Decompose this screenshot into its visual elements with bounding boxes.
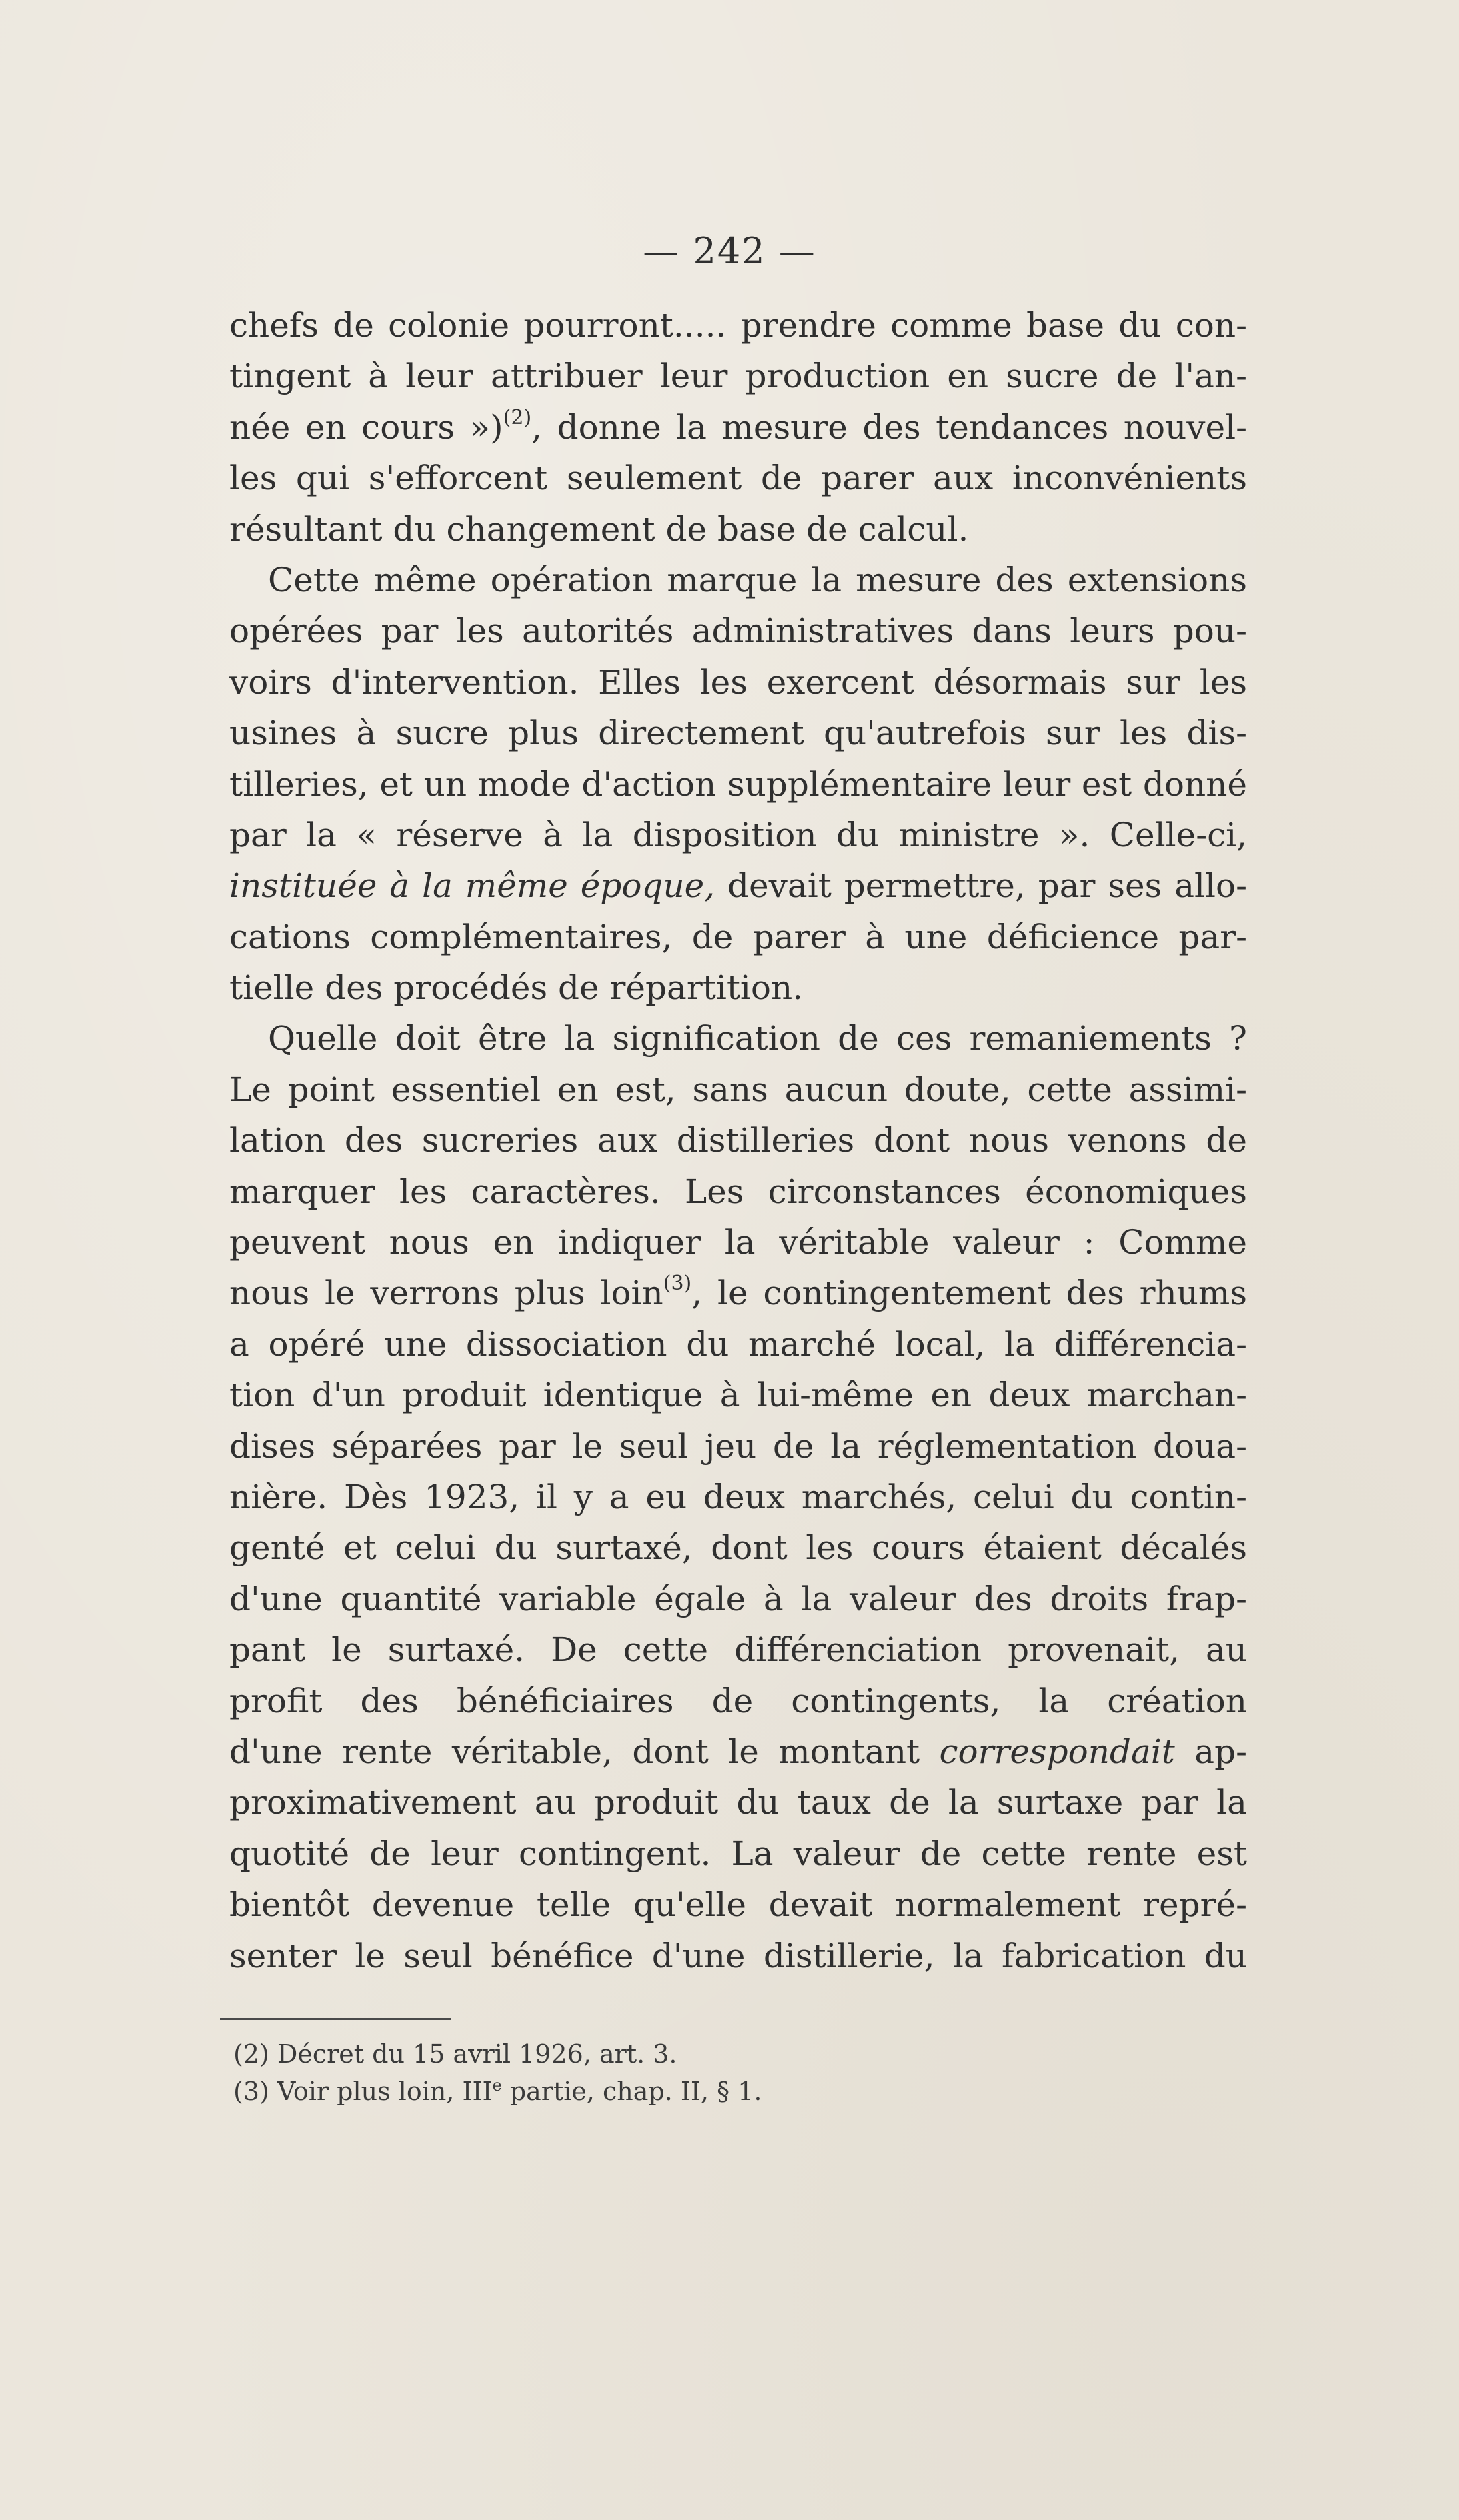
text-line: marquer les caractères. Les circonstances économiques <box>229 1172 1247 1211</box>
text-line: résultant du changement de base de calcul. <box>229 509 969 549</box>
footnote-3 <box>233 2073 1167 2110</box>
text-line: peuvent nous en indiquer la véritable valeur : Comme <box>229 1223 1247 1262</box>
footnote-2: (2) Décret du 15 avril 1926, art. 3. <box>233 2039 677 2069</box>
text-line: chefs de colonie pourront..... prendre comme base du con- <box>229 306 1247 345</box>
text-line: opérées par les autorités administratives dans leurs pou- <box>229 611 1247 651</box>
footnote-ref-3[interactable]: (3) <box>663 1272 692 1296</box>
text-run: devait permettre, par ses allo- <box>715 866 1247 906</box>
text-line: profit des bénéficiaires de contingents, la création <box>229 1681 1247 1720</box>
text-run: (3) Voir plus loin, III <box>233 2077 493 2106</box>
text-line: usines à sucre plus directement qu'autrefois sur les dis- <box>229 714 1247 753</box>
text-line: tingent à leur attribuer leur production en sucre de l'an- <box>229 357 1247 396</box>
text-line: les qui s'efforcent seulement de parer aux inconvénients <box>229 459 1247 498</box>
text-run: d'une rente véritable, dont le montant <box>229 1732 940 1771</box>
italic-run: instituée à la même époque, <box>229 866 715 906</box>
text-line: Le point essentiel en est, sans aucun doute, cette assimi- <box>229 1070 1247 1109</box>
text-run: , donne la mesure des tendances nouvel- <box>531 407 1248 447</box>
text-line: a opéré une dissociation du marché local, la différencia- <box>229 1324 1247 1364</box>
text-run: partie, chap. II, § 1. <box>501 2077 762 2106</box>
text-line: senter le seul bénéfice d'une distillerie, la fabrication du <box>229 1936 1247 1975</box>
text-line: proximativement au produit du taux de la surtaxe par la <box>229 1783 1247 1822</box>
text-line: tilleries, et un mode d'action supplémentaire leur est donné <box>229 764 1247 804</box>
text-line: voirs d'intervention. Elles les exercent désormais sur les <box>229 662 1247 702</box>
superscript: e <box>492 2076 502 2095</box>
text-line: genté et celui du surtaxé, dont les cours étaient décalés <box>229 1528 1247 1568</box>
text-run: nous le verrons plus loin <box>229 1274 663 1313</box>
footnotes <box>233 2035 1167 2110</box>
text-line: Cette même opération marque la mesure des extensions <box>268 560 1247 599</box>
text-line: Quelle doit être la signification de ces remaniements ? <box>268 1019 1247 1058</box>
page-number: — 242 — <box>643 230 816 272</box>
text-line: pant le surtaxé. De cette différenciation provenait, au <box>229 1630 1247 1670</box>
body-text <box>229 300 1247 1981</box>
text-run: ap- <box>1174 1732 1247 1771</box>
text-line: quotité de leur contingent. La valeur de cette rente est <box>229 1834 1247 1873</box>
footnote-divider <box>220 2018 451 2020</box>
text-run: , le contingentement des rhums <box>691 1274 1247 1313</box>
text-line: tielle des procédés de répartition. <box>229 968 804 1008</box>
italic-run: correspondait <box>939 1732 1175 1771</box>
footnote-ref-2[interactable]: (2) <box>503 405 532 429</box>
text-line: lation des sucreries aux distilleries dont nous venons de <box>229 1121 1247 1160</box>
text-line <box>229 1268 1247 1318</box>
text-line: par la « réserve à la disposition du ministre ». Celle-ci, <box>229 815 1247 854</box>
text-line: nière. Dès 1923, il y a eu deux marchés, celui du contin- <box>229 1477 1247 1516</box>
text-line: d'une quantité variable égale à la valeur des droits frap- <box>229 1579 1247 1618</box>
text-line <box>229 860 1247 911</box>
text-line: dises séparées par le seul jeu de la réglementation doua- <box>229 1426 1247 1466</box>
text-line: tion d'un produit identique à lui-même en deux marchan- <box>229 1376 1247 1415</box>
text-line: cations complémentaires, de parer à une déficience par- <box>229 917 1247 956</box>
text-line <box>229 402 1247 453</box>
text-run: née en cours ») <box>229 407 503 447</box>
text-line <box>229 1726 1247 1777</box>
text-line: bientôt devenue telle qu'elle devait normalement repré- <box>229 1885 1247 1925</box>
